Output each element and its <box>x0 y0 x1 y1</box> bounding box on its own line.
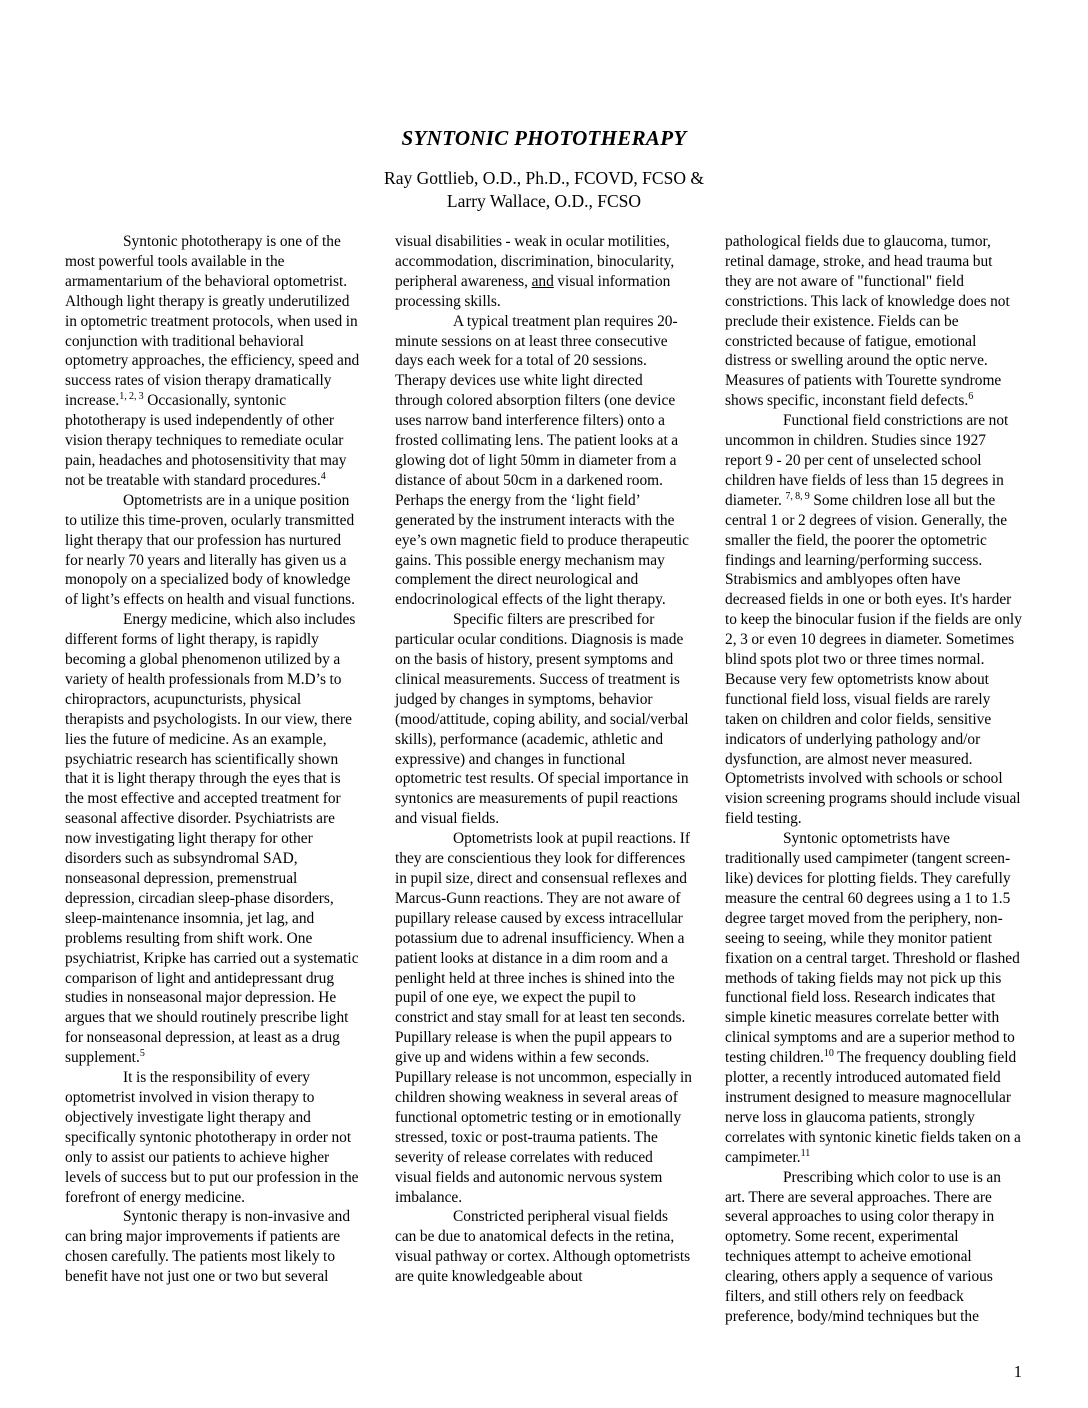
footnote-reference: 1, 2, 3 <box>119 391 144 403</box>
paragraph: Energy medicine, which also includes different forms of light therapy, is rapidly becoming a global phenomenon utilized by a variety of health professionals from M.D’s to chiropractors, acupuncturists, physical therapists and psychologists. In our view, there lies the future of medicine. As an example, psychiatric research has scientifically shown that it is light therapy through the eyes that is the most effective and accepted treatment for seasonal affective disorder. Psychiatrists are now investigating light therapy for other disorders such as subsyndromal SAD, nonseasonal depression, premenstrual depression, circadian sleep-phase disorders, sleep-maintenance insomnia, jet lag, and problems resulting from shift work. One psychiatrist, Kripke has carried out a systematic comparison of light and antidepressant drug studies in nonseasonal major depression. He argues that we should routinely prescribe light for nonseasonal depression, at least as a drug supplement.$^5$ <box>65 611 359 1067</box>
paragraph: It is the responsibility of every optometrist involved in vision therapy to objectively investigate light therapy and specifically syntonic phototherapy in order not only to assist our patients to achieve higher levels of success but to put our profession in the forefront of energy medicine. <box>65 1069 359 1206</box>
paragraph: A typical treatment plan requires 20-minute sessions on at least three consecutive days each week for a total of 20 sessions. Therapy devices use white light directed through colored absorption filters (one device uses narrow band interference filters) onto a frosted collimating lens. The patient looks at a glowing dot of light 50mm in diameter from a distance of about 50cm in a darkened room. Perhaps the energy from the ‘light field’ generated by the instrument interacts with the eye’s own magnetic field to produce therapeutic gains. This possible energy mechanism may complement the direct neurological and endocrinological effects of the light therapy. <box>395 312 689 609</box>
paragraph: Optometrists look at pupil reactions. If they are conscientious they look for differences in pupil size, direct and consensual reflexes and Marcus-Gunn reactions. They are not aware of pupillary release caused by excess intracellular potassium due to adrenal insufficiency. When a patient looks at distance in a dim room and a penlight held at three inches is shined into the pupil of one eye, we expect the pupil to constrict and stay small for at least ten seconds. Pupillary release is when the pupil appears to give up and widens within a few seconds. Pupillary release is not uncommon, especially in children showing weakness in several areas of functional optometric testing or in emotionally stressed, toxic or post-trauma patients. The severity of release correlates with reduced visual fields and autonomic nervous system imbalance. <box>395 830 692 1206</box>
authors-line-1: Ray Gottlieb, O.D., Ph.D., FCOVD, FCSO & <box>384 168 704 188</box>
paragraph: Constricted peripheral visual fields can be due to anatomical defects in the retina, visual pathway or cortex. Although optometrists are quite knowledgeable about <box>395 1208 691 1286</box>
paragraph: Syntonic therapy is non-invasive and can bring major improvements if patients are chosen carefully. The patients most likely to benefit have not just one or two but several <box>65 1208 351 1286</box>
authors-block <box>0 167 1088 213</box>
paragraph: Optometrists are in a unique position to utilize this time-proven, ocularly transmitted light therapy that our profession has nurtured for nearly 70 years and literally has given us a monopoly on a specialized body of knowledge of light’s effects on health and visual functions. <box>65 491 355 609</box>
paragraph: Specific filters are prescribed for particular ocular conditions. Diagnosis is made on the basis of history, present symptoms and clinical measurements. Success of treatment is judged by changes in symptoms, behavior (mood/attitude, coping ability, and social/verbal skills), performance (academic, athletic and expressive) and changes in functional optometric test results. Of special importance in syntonics are measurements of pupil reactions and visual fields. <box>395 611 689 828</box>
column-2 <box>395 232 692 1327</box>
paragraph: Syntonic optometrists have traditionally used campimeter (tangent screen-like) devices for plotting fields. They carefully measure the central 60 degrees using a 1 to 1.5 degree target moved from the periphery, non-seeing to seeing, while they monitor patient fixation on a central target. Threshold or flashed methods of taking fields may not pick up this functional field loss. Research indicates that simple kinetic measures correlate better with clinical symptoms and are a superior method to testing children.$^{10}$ The frequency doubling field plotter, a recently introduced automated field instrument designed to measure magnocellular nerve loss in glaucoma patients, strongly correlates with syntonic kinetic fields taken on a campimeter.$^{11}$ <box>725 830 1021 1166</box>
column-1 <box>65 232 362 1327</box>
footnote-reference: 6 <box>968 391 974 403</box>
footnote-reference: 10 <box>823 1048 834 1060</box>
footnote-reference: 5 <box>139 1048 145 1060</box>
paragraph: Functional field constrictions are not uncommon in children. Studies since 1927 report 9 - 20 per cent of unselected school children have fields of less than 15 degrees in diameter. $^{7, 8, 9}$ Some children lose all but the central 1 or 2 degrees of vision. Generally, the smaller the field, the poorer the optometric findings and learning/performing success. Strabismics and amblyopes often have decreased fields in one or both eyes. It's harder to keep the binocular fusion if the fields are only 2, 3 or even 10 degrees in diameter. Sometimes blind spots plot two or three times normal. Because very few optometrists know about functional field loss, visual fields are rarely taken on children and color fields, sensitive indicators of underlying pathology and/or dysfunction, are almost never measured. Optometrists involved with schools or school vision screening programs should include visual field testing. <box>725 412 1022 828</box>
page-number: 1 <box>1013 1362 1022 1381</box>
text-columns <box>65 232 1022 1327</box>
footnote-reference: 11 <box>800 1147 811 1159</box>
footnote-reference: 4 <box>320 470 326 482</box>
authors-line-2: Larry Wallace, O.D., FCSO <box>446 191 642 211</box>
column-3 <box>725 232 1022 1327</box>
footnote-reference: 7, 8, 9 <box>785 490 810 502</box>
paragraph: pathological fields due to glaucoma, tumor, retinal damage, stroke, and head trauma but they are not aware of "functional" field constrictions. This lack of knowledge does not preclude their existence. Fields can be constricted because of fatigue, emotional distress or swelling around the optic nerve. Measures of patients with Tourette syndrome shows specific, inconstant field defects.$^6$ <box>725 233 1010 410</box>
underlined-text: and <box>531 272 554 290</box>
paragraph: Syntonic phototherapy is one of the most powerful tools available in the armamentarium of the behavioral optometrist. Although light therapy is greatly underutilized in optometric treatment protocols, when used in conjunction with traditional behavioral optometry approaches, the efficiency, speed and success rates of vision therapy dramatically increase.$^{1, 2, 3}$ Occasionally, syntonic phototherapy is used independently of other vision therapy techniques to remediate ocular pain, headaches and photosensitivity that may not be treatable with standard procedures.$^4$ <box>65 233 360 489</box>
page-title: SYNTONIC PHOTOTHERAPY <box>401 126 687 150</box>
document-header <box>0 126 1088 213</box>
paragraph: Prescribing which color to use is an art. There are several approaches. There are several approaches to using color therapy in optometry. Some recent, experimental techniques attempt to acheive emotional clearing, others apply a sequence of various filters, and still others rely on feedback preference, body/mind techniques but the <box>725 1168 1001 1325</box>
paragraph: visual disabilities - weak in ocular motilities, accommodation, discrimination, binocularity, peripheral awareness, and visual information processing skills. <box>395 233 675 310</box>
